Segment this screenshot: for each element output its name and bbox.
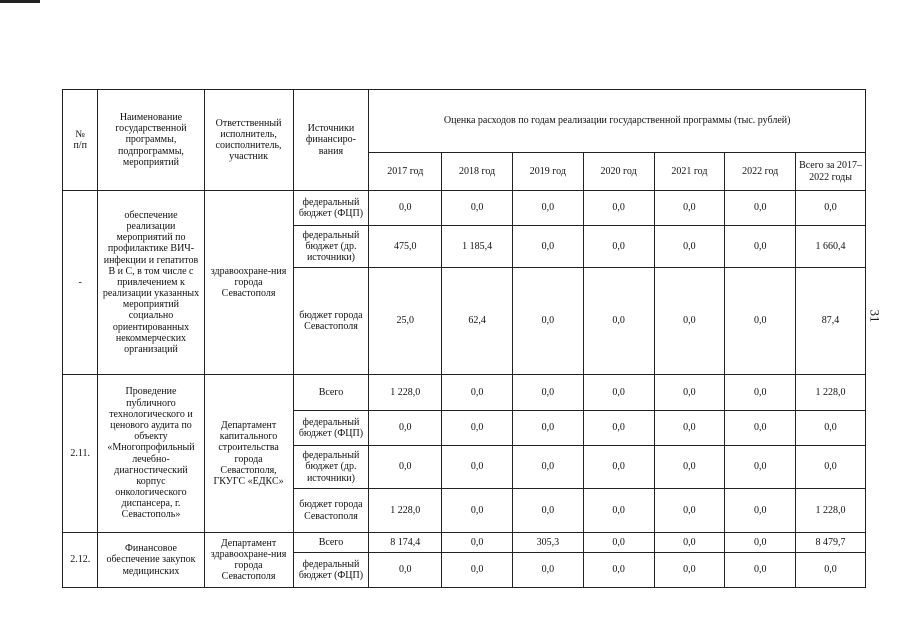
- year-value: 0,0: [512, 446, 583, 489]
- header-year: 2017 год: [369, 153, 442, 191]
- funding-source: Всего: [293, 375, 369, 411]
- header-year: 2019 год: [512, 153, 583, 191]
- year-value: 0,0: [512, 191, 583, 226]
- year-value: 0,0: [512, 411, 583, 446]
- funding-source: федеральный бюджет (др. источники): [293, 226, 369, 268]
- funding-source: федеральный бюджет (ФЦП): [293, 191, 369, 226]
- table-row: [63, 375, 866, 411]
- year-value: 0,0: [725, 411, 796, 446]
- total-value: 1 228,0: [796, 489, 866, 533]
- year-value: 0,0: [583, 533, 654, 553]
- year-value: 0,0: [512, 268, 583, 375]
- year-value: 0,0: [442, 446, 513, 489]
- header-estimate: Оценка расходов по годам реализации государственной программы (тыс. рублей): [369, 90, 866, 153]
- year-value: 0,0: [725, 375, 796, 411]
- year-value: 0,0: [442, 375, 513, 411]
- year-value: 0,0: [369, 191, 442, 226]
- year-value: 0,0: [442, 411, 513, 446]
- year-value: 0,0: [654, 226, 725, 268]
- year-value: 0,0: [725, 489, 796, 533]
- year-value: 0,0: [512, 489, 583, 533]
- header-year: Всего за 2017–2022 годы: [796, 153, 866, 191]
- year-value: 0,0: [583, 411, 654, 446]
- year-value: 1 185,4: [442, 226, 513, 268]
- responsible-executor: Департамент здравоохране-ния города Севастополя: [204, 533, 293, 588]
- total-value: 8 479,7: [796, 533, 866, 553]
- year-value: 0,0: [583, 446, 654, 489]
- year-value: 1 228,0: [369, 489, 442, 533]
- year-value: 0,0: [654, 533, 725, 553]
- year-value: 0,0: [725, 268, 796, 375]
- header-responsible: Ответственный исполнитель, соисполнитель, участник: [204, 90, 293, 191]
- year-value: 0,0: [654, 553, 725, 588]
- funding-source: Всего: [293, 533, 369, 553]
- row-number: -: [63, 191, 98, 375]
- total-value: 1 228,0: [796, 375, 866, 411]
- year-value: 0,0: [725, 226, 796, 268]
- year-value: 0,0: [583, 553, 654, 588]
- year-value: 0,0: [725, 533, 796, 553]
- header-num: № п/п: [63, 90, 98, 191]
- header-year: 2018 год: [442, 153, 513, 191]
- budget-table: [62, 89, 866, 588]
- total-value: 0,0: [796, 446, 866, 489]
- measure-name: Проведение публичного технологического и ценового аудита по объекту «Многопрофильный лечебно-диагностический корпус онкологического диспансера, г. Севастополь»: [98, 375, 204, 533]
- measure-name: обеспечение реализации мероприятий по профилактике ВИЧ-инфекции и гепатитов В и С, в том числе с привлечением к реализации указанных мероприятий социально ориентированных некоммерческих организаций: [98, 191, 204, 375]
- row-number: 2.11.: [63, 375, 98, 533]
- funding-source: бюджет города Севастополя: [293, 489, 369, 533]
- year-value: 1 228,0: [369, 375, 442, 411]
- year-value: 0,0: [512, 226, 583, 268]
- year-value: 475,0: [369, 226, 442, 268]
- table-row: [63, 533, 866, 553]
- total-value: 87,4: [796, 268, 866, 375]
- header-year: 2022 год: [725, 153, 796, 191]
- year-value: 0,0: [654, 489, 725, 533]
- year-value: 0,0: [654, 375, 725, 411]
- year-value: 0,0: [725, 191, 796, 226]
- year-value: 8 174,4: [369, 533, 442, 553]
- header-sources: Источники финансиро-вания: [293, 90, 369, 191]
- header-year: 2020 год: [583, 153, 654, 191]
- year-value: 0,0: [442, 553, 513, 588]
- year-value: 0,0: [583, 489, 654, 533]
- year-value: 0,0: [583, 268, 654, 375]
- total-value: 0,0: [796, 553, 866, 588]
- year-value: 0,0: [725, 446, 796, 489]
- year-value: 0,0: [442, 533, 513, 553]
- year-value: 0,0: [725, 553, 796, 588]
- total-value: 0,0: [796, 411, 866, 446]
- scan-corner-mark: [0, 0, 40, 3]
- year-value: 0,0: [583, 375, 654, 411]
- funding-source: федеральный бюджет (ФЦП): [293, 553, 369, 588]
- year-value: 0,0: [369, 553, 442, 588]
- row-number: 2.12.: [63, 533, 98, 588]
- responsible-executor: здравоохране-ния города Севастополя: [204, 191, 293, 375]
- total-value: 1 660,4: [796, 226, 866, 268]
- year-value: 0,0: [369, 411, 442, 446]
- year-value: 62,4: [442, 268, 513, 375]
- responsible-executor: Департамент капитального строительства города Севастополя, ГКУГС «ЕДКС»: [204, 375, 293, 533]
- year-value: 0,0: [583, 226, 654, 268]
- funding-source: бюджет города Севастополя: [293, 268, 369, 375]
- year-value: 0,0: [583, 191, 654, 226]
- total-value: 0,0: [796, 191, 866, 226]
- funding-source: федеральный бюджет (ФЦП): [293, 411, 369, 446]
- year-value: 0,0: [369, 446, 442, 489]
- measure-name: Финансовое обеспечение закупок медицинских: [98, 533, 204, 588]
- year-value: 0,0: [654, 411, 725, 446]
- year-value: 0,0: [654, 446, 725, 489]
- year-value: 0,0: [442, 191, 513, 226]
- year-value: 0,0: [654, 268, 725, 375]
- year-value: 0,0: [654, 191, 725, 226]
- year-value: 25,0: [369, 268, 442, 375]
- year-value: 305,3: [512, 533, 583, 553]
- year-value: 0,0: [512, 375, 583, 411]
- page-number: 31: [867, 309, 883, 323]
- header-year: 2021 год: [654, 153, 725, 191]
- funding-source: федеральный бюджет (др. источники): [293, 446, 369, 489]
- year-value: 0,0: [512, 553, 583, 588]
- table-row: [63, 191, 866, 226]
- year-value: 0,0: [442, 489, 513, 533]
- header-name: Наименование государственной программы, подпрограммы, мероприятий: [98, 90, 204, 191]
